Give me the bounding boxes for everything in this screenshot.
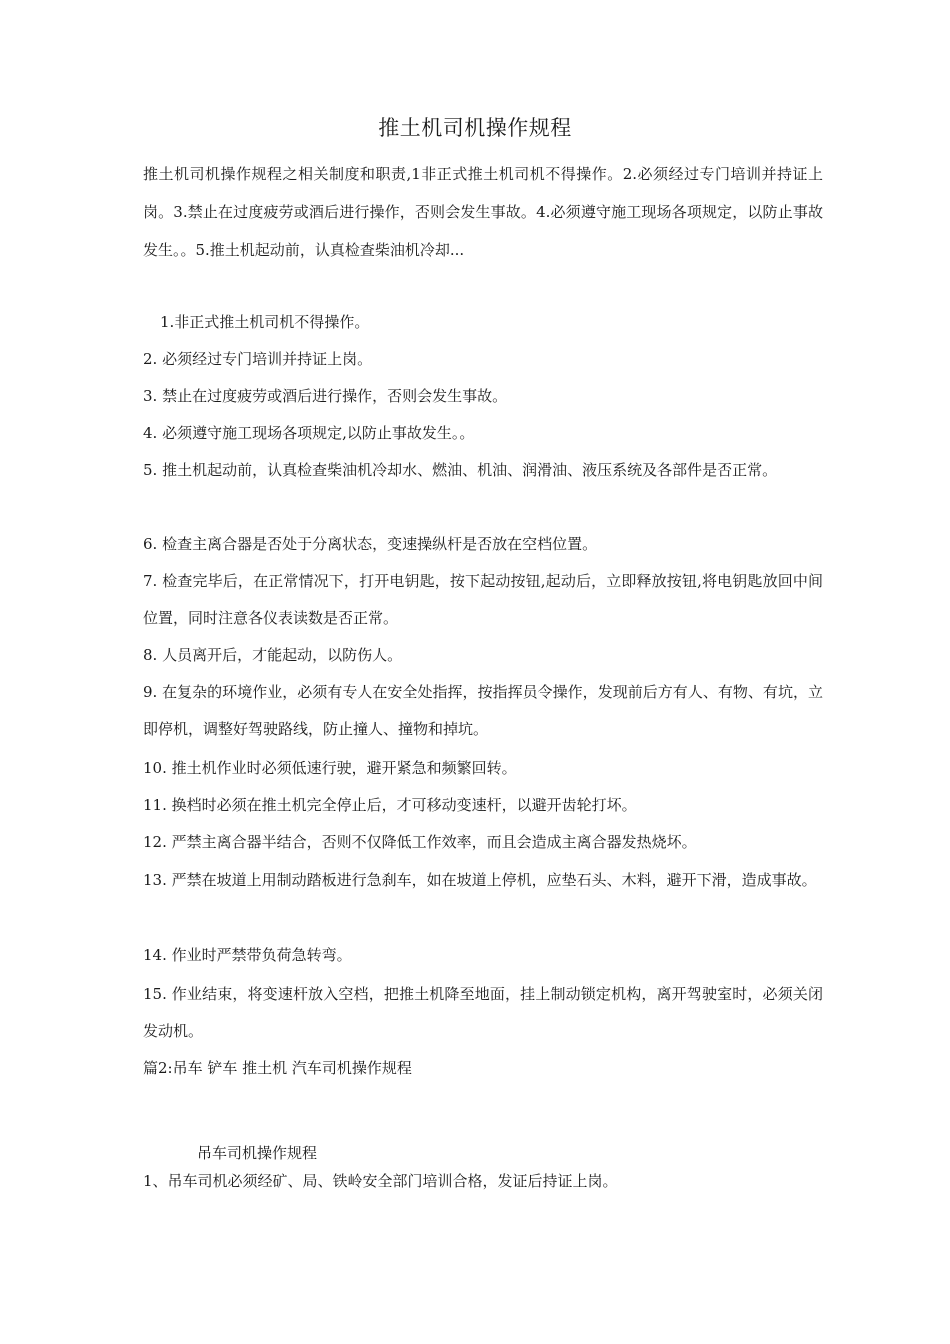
rule-item-2: 2. 必须经过专门培训并持证上岗。 [143,350,373,368]
rule-item-12: 12. 严禁主离合器半结合，否则不仅降低工作效率，而且会造成主离合器发热烧坏。 [143,833,697,851]
rule-item-5: 5. 推土机起动前，认真检查柴油机冷却水、燃油、机油、润滑油、液压系统及各部件是否正常。 [143,461,778,479]
rule-item-4: 4. 必须遵守施工现场各项规定,以防止事故发生。。 [143,424,475,442]
rule-item-13: 13. 严禁在坡道上用制动踏板进行急刹车，如在坡道上停机，应垫石头、木料，避开下滑，造成事故。 [143,871,817,889]
crane-section-title: 吊车司机操作规程 [197,1144,318,1162]
crane-rule-item-1: 1、吊车司机必须经矿、局、铁岭安全部门培训合格，发证后持证上岗。 [143,1172,618,1190]
rule-item-9: 9. 在复杂的环境作业，必须有专人在安全处指挥，按指挥员令操作，发现前后方有人、有物、有坑，立即停机，调整好驾驶路线，防止撞人、撞物和掉坑。 [143,683,823,738]
document-title: 推土机司机操作规程 [378,116,572,140]
intro-paragraph: 推土机司机操作规程之相关制度和职责,1非正式推土机司机不得操作。2.必须经过专门培训并持证上岗。3.禁止在过度疲劳或酒后进行操作，否则会发生事故。4.必须遵守施工现场各项规定，以防止事故发生。。5.推土机起动前，认真检查柴油机冷却... [143,165,823,259]
rule-item-15: 15. 作业结束，将变速杆放入空档，把推土机降至地面，挂上制动锁定机构，离开驾驶室时，必须关闭发动机。 [143,985,823,1040]
rule-item-7: 7. 检查完毕后，在正常情况下，打开电钥匙，按下起动按钮,起动后，立即释放按钮,将电钥匙放回中间位置，同时注意各仪表读数是否正常。 [143,572,823,627]
section-2-heading: 篇2:吊车 铲车 推土机 汽车司机操作规程 [143,1059,412,1077]
rule-item-10: 10. 推土机作业时必须低速行驶，避开紧急和频繁回转。 [143,759,517,777]
rule-item-3: 3. 禁止在过度疲劳或酒后进行操作，否则会发生事故。 [143,387,508,405]
rule-item-14: 14. 作业时严禁带负荷急转弯。 [143,946,352,964]
rule-item-1: 1.非正式推土机司机不得操作。 [160,313,370,331]
rule-item-8: 8. 人员离开后，才能起动，以防伤人。 [143,646,403,664]
rule-item-6: 6. 检查主离合器是否处于分离状态，变速操纵杆是否放在空档位置。 [143,535,598,553]
rule-item-11: 11. 换档时必须在推土机完全停止后，才可移动变速杆，以避开齿轮打坏。 [143,796,637,814]
